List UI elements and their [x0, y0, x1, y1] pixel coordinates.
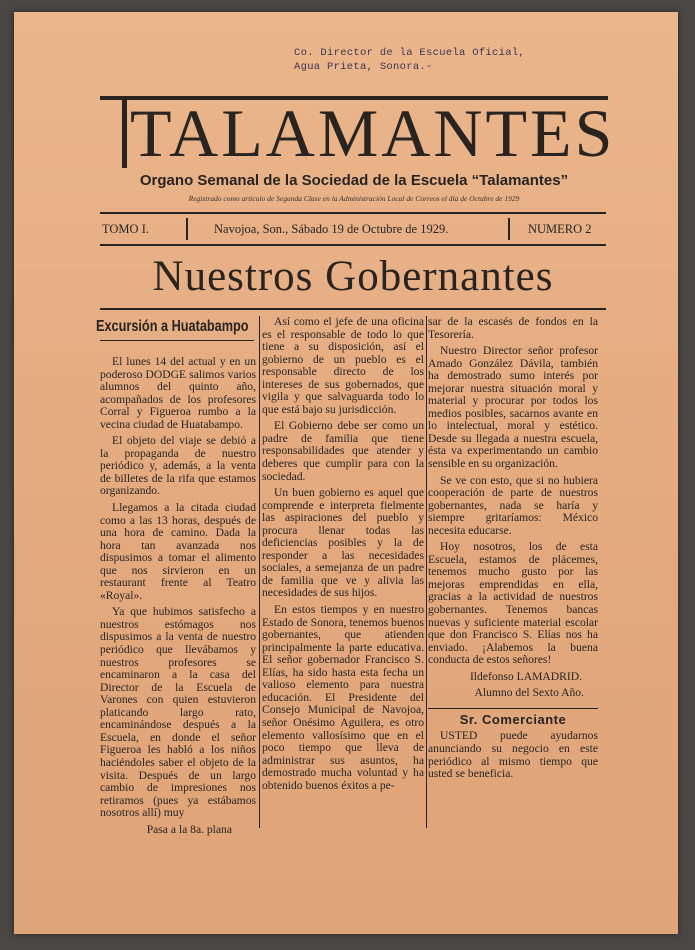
- continued-note: Pasa a la 8a. plana: [146, 822, 232, 836]
- headline-rule: [100, 308, 606, 310]
- column-1: [100, 356, 256, 840]
- registration-note: Registrado como artículo de Segunda Clase en la Administración Local de Correos el día de Octubre de 1929: [188, 194, 520, 203]
- main-headline: Nuestros Gobernantes: [152, 253, 554, 300]
- paragraph: Ya que hubimos satisfecho a nuestros estómagos nos dispusimos a la venta de nuestro periódico que llevábamos y nuestros profesores se encaminaron a la casa del Director de la Escuela de Varones con quien estuvieron platicando largo rato, encaminándose después a la Escuela, en donde el señor Figueroa les habló a los niños haciéndoles saber el objeto de la visita. Después de un largo cambio de impresiones nos retiramos (pues ya estábamos nosotros allí) muy: [100, 605, 256, 820]
- ad-text: USTED puede ayudarnos anunciando su negocio en este periódico al mismo tiempo que usted se beneficia.: [428, 729, 598, 781]
- column-divider: [259, 316, 260, 828]
- paragraph: Hoy nosotros, los de esta Escuela, estamos de plácemes, tenemos mucho gusto por las mejoras emprendidas en ella, gracias a la actividad de nuestros gobernantes. Tenemos bancas nuevas y suficiente material escolar que don Francisco S. Elías nos ha enviado. ¡Alabemos la buena conducta de estos señores!: [428, 540, 598, 667]
- stamp-line-1: Co. Director de la Escuela Oficial,: [294, 47, 526, 59]
- info-divider: [508, 218, 510, 240]
- masthead-t-stem: [122, 96, 127, 168]
- paragraph: En estos tiempos y en nuestro Estado de Sonora, tenemos buenos gobernantes, que atienden principalmente la parte educativa. El señor gobernador Francisco S. Elías, ha sido hasta esta fecha un valioso elemento para nuestra educación. El Presidente del Consejo Municipal de Navojoa, señor Onésimo Aguilera, es otro elemento vallosísimo que en el poco tiempo que lleva de administrar sus asuntos, ha demostrado mucha voluntad y ha obtenido buenos éxitos a pe-: [262, 603, 424, 792]
- paragraph: Así como el jefe de una oficina es el responsable de todo lo que tiene a su disposición, así el gobierno de un pueblo es el responsable directo de los intereses de sus gobernados, que vigila y que salvaguarda todo lo que está bajo su jurisdicción.: [262, 315, 424, 416]
- paragraph: Llegamos a la citada ciudad como a las 13 horas, después de una hora de camino. Dada la hora tan avanzada nos dispusimos a tomar el alimento que nos sirvieron en un restaurant frente al Teatro «Royal».: [100, 501, 256, 602]
- newspaper-title: TALAMANTES: [130, 95, 616, 171]
- paragraph: El Gobierno debe ser como un padre de familia que tiene responsabilidades que atender y deberes que cumplir para con la sociedad.: [262, 419, 424, 483]
- issue-number: NUMERO 2: [528, 222, 592, 236]
- signature-name: Ildefonso LAMADRID.: [469, 669, 582, 683]
- column-3: [428, 316, 598, 785]
- column-divider: [426, 316, 427, 828]
- address-stamp: [294, 46, 594, 74]
- paragraph: El objeto del viaje se debió a la propaganda de nuestro periódico y, además, a la venta de billetes de la rifa que estamos organizando.: [100, 434, 256, 498]
- info-divider: [186, 218, 188, 240]
- issue-info-bar: [100, 212, 606, 246]
- volume-label: TOMO I.: [102, 222, 149, 236]
- paragraph: Se ve con esto, que si no hubiera cooperación de parte de nuestros gobernantes, nada se haría y siempre gritaríamos: México necesita educarse.: [428, 473, 598, 537]
- place-date: Navojoa, Son., Sábado 19 de Octubre de 1929.: [214, 222, 449, 236]
- paragraph: El lunes 14 del actual y en un poderoso DODGE salimos varios alumnos del quinto año, acompañados de los profesores Corral y Figueroa rumbo a la vecina ciudad de Huatabampo.: [100, 355, 256, 431]
- signature-title: Alumno del Sexto Año.: [474, 686, 584, 700]
- column-2: [262, 316, 424, 796]
- stamp-line-2: Agua Prieta, Sonora.-: [294, 61, 433, 73]
- article-heading-rule: [100, 340, 254, 341]
- newspaper-subtitle: Organo Semanal de la Sociedad de la Escuela “Talamantes”: [139, 172, 569, 189]
- ad-heading: Sr. Comerciante: [428, 708, 598, 727]
- paragraph: Nuestro Director señor profesor Amado González Dávila, también ha demostrado sumo interés por mejorar nuestra situación moral y material y procurar por todos los medios posibles, sacarnos avante en lo intelectual, moral y estético. Desde su llegada a nuestra escuela, ésta va experimentando un cambio sensible en su organización.: [428, 344, 598, 471]
- article-heading-excursion: Excursión a Huatabampo: [96, 318, 249, 335]
- paragraph: sar de la escasés de fondos en la Tesorería.: [428, 315, 598, 341]
- paragraph: Un buen gobierno es aquel que comprende e interpreta fielmente las aspiraciones del pueblo y procura llenar todas las deficiencias posibles y la de responder a las necesidades sociales, a semejanza de un padre de familia que ve y alivia las necesidades de sus hijos.: [262, 486, 424, 600]
